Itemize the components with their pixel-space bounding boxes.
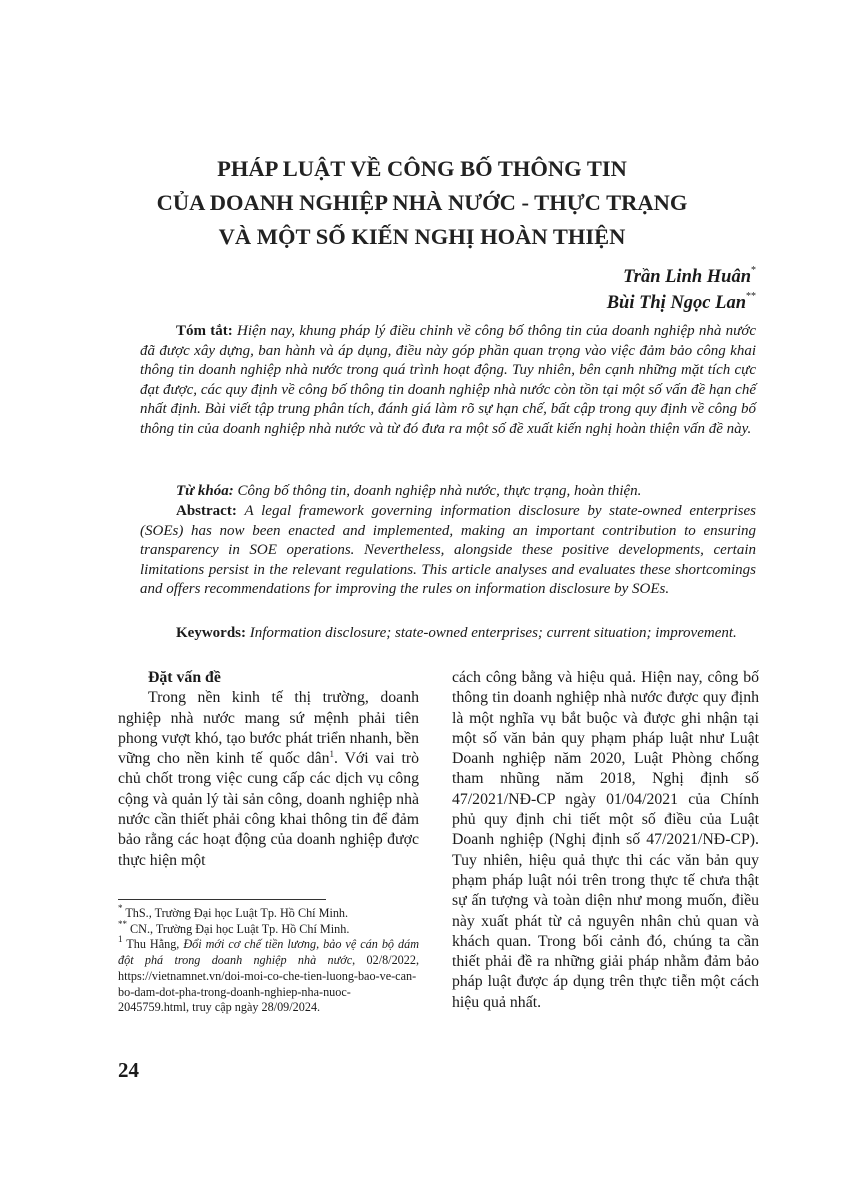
article-title [60,152,784,254]
section-heading: Đặt vấn đề [148,669,221,686]
title-line-1: PHÁP LUẬT VỀ CÔNG BỐ THÔNG TIN [217,156,627,181]
footnote-3-title: Đổi mới cơ chế tiền lương, bảo vệ cán bộ dám đột phá trong doanh nghiệp nhà nước [118,937,420,968]
footnotes [118,903,420,1016]
footnote-ref-1: 1 [329,749,335,760]
keywords-en-label: Keywords: [176,625,246,641]
footnote-3-author: Thu Hằng, [126,937,180,952]
footnote-3-mark: 1 [118,934,123,945]
author-1-name: Trần Linh Huân [623,267,751,287]
author-1 [607,264,756,290]
author-2-mark: ** [746,291,756,302]
abstract-en-text: A legal framework governing information disclosure by state-owned enterprises (SOEs) has now been enacted and implemented, making an important contribution to ensuring transparency in SOE operations. Nevertheless, alongside these positive developments, certain limitations persist in the relevant regulations. This article analyses and evaluates these shortcomings and offers recommendations for improving the rules on information disclosure by SOEs. [140,503,757,597]
body-column-right [452,668,759,1013]
body-left-text-1: Trong nền kinh tế thị trường, doanh nghiệp nhà nước mang sứ mệnh phải tiên phong vượt khó, tạo bước phát triển nhanh, bền vững cho nền kinh tế quốc dân [118,689,419,768]
body-paragraph-right: cách công bằng và hiệu quả. Hiện nay, công bố thông tin doanh nghiệp nhà nước được quy định là một nghĩa vụ bắt buộc và được ghi nhận tại một số văn bản quy phạm pháp luật như Luật Doanh nghiệp năm 2020, Luật Phòng chống tham nhũng năm 2018, Nghị định số 47/2021/NĐ-CP ngày 01/04/2021 của Chính phủ quy định chi tiết một số điều của Luật Doanh nghiệp (Nghị định số 47/2021/NĐ-CP). Tuy nhiên, hiệu quả thực thi các văn bản quy phạm pháp luật nói trên trong thực tế chưa thật sự ấn tượng và toàn diện như mong muốn, điều này xuất phát từ cả nguyên nhân chủ quan và khách quan. Trong bối cảnh đó, chúng ta cần thiết phải đề ra những giải pháp nhằm đảm bảo pháp luật được áp dụng trên thực tiễn một cách hiệu quả nhất. [452,669,759,1011]
keywords-en-text: Information disclosure; state-owned enterprises; current situation; improvement. [249,625,737,641]
author-2-name: Bùi Thị Ngọc Lan [606,293,746,313]
body-paragraph-left [118,688,419,871]
keywords-vi-text: Công bố thông tin, doanh nghiệp nhà nước, thực trạng, hoàn thiện. [237,483,642,499]
body-column-left [118,668,419,871]
author-2 [607,290,756,316]
keywords-vietnamese [140,482,756,502]
author-list [607,264,756,316]
footnote-2-text: CN., Trường Đại học Luật Tp. Hồ Chí Minh. [130,921,350,936]
footnote-2 [118,918,419,938]
keywords-vi-label: Từ khóa: [176,483,234,499]
footnote-1-mark: * [118,903,123,913]
footnote-3 [118,934,420,1016]
footnote-1 [118,903,419,922]
abstract-vi-text: Hiện nay, khung pháp lý điều chỉnh về công bố thông tin của doanh nghiệp nhà nước đã được xây dựng, ban hành và áp dụng, điều này góp phần quan trọng vào việc đảm bảo công khai thông tin doanh nghiệp nhà nước trong quá trình hoạt động. Tuy nhiên, bên cạnh những mặt tích cực đạt được, các quy định về công bố thông tin doanh nghiệp nhà nước còn tồn tại một số vấn đề hạn chế nhất định. Bài viết tập trung phân tích, đánh giá làm rõ sự hạn chế, bất cập trong quy định về công bố thông tin của doanh nghiệp nhà nước và từ đó đưa ra một số đề xuất kiến nghị hoàn thiện vấn đề này. [140,323,756,437]
footnote-2-mark: ** [118,918,127,929]
abstract-english [140,502,756,600]
body-left-text-2: . Với vai trò chủ chốt trong việc cung cấp các dịch vụ công cộng và quản lý tài sản công, doanh nghiệp nhà nước cần thiết phải công khai thông tin để đảm bảo rằng các hoạt động của doanh nghiệp được thực hiện một [118,750,419,869]
footnote-separator [118,899,326,900]
abstract-vietnamese [140,322,756,439]
title-line-3: VÀ MỘT SỐ KIẾN NGHỊ HOÀN THIỆN [218,224,626,249]
abstract-vi-label: Tóm tắt: [176,323,233,339]
title-line-2: CỦA DOANH NGHIỆP NHÀ NƯỚC - THỰC TRẠNG [156,190,688,215]
author-1-mark: * [751,265,756,276]
keywords-english [140,624,756,644]
abstract-en-label: Abstract: [176,503,237,519]
footnote-1-text: ThS., Trường Đại học Luật Tp. Hồ Chí Minh. [125,906,349,920]
footnote-3-rest: , 02/8/2022, https://vietnamnet.vn/doi-moi-co-che-tien-luong-bao-ve-can-bo-dam-dot-pha-trong-doanh-nghiep-nha-nuoc-2045759.html, truy cập ngày 28/09/2024. [118,953,419,1015]
page-number: 24 [118,1058,139,1082]
